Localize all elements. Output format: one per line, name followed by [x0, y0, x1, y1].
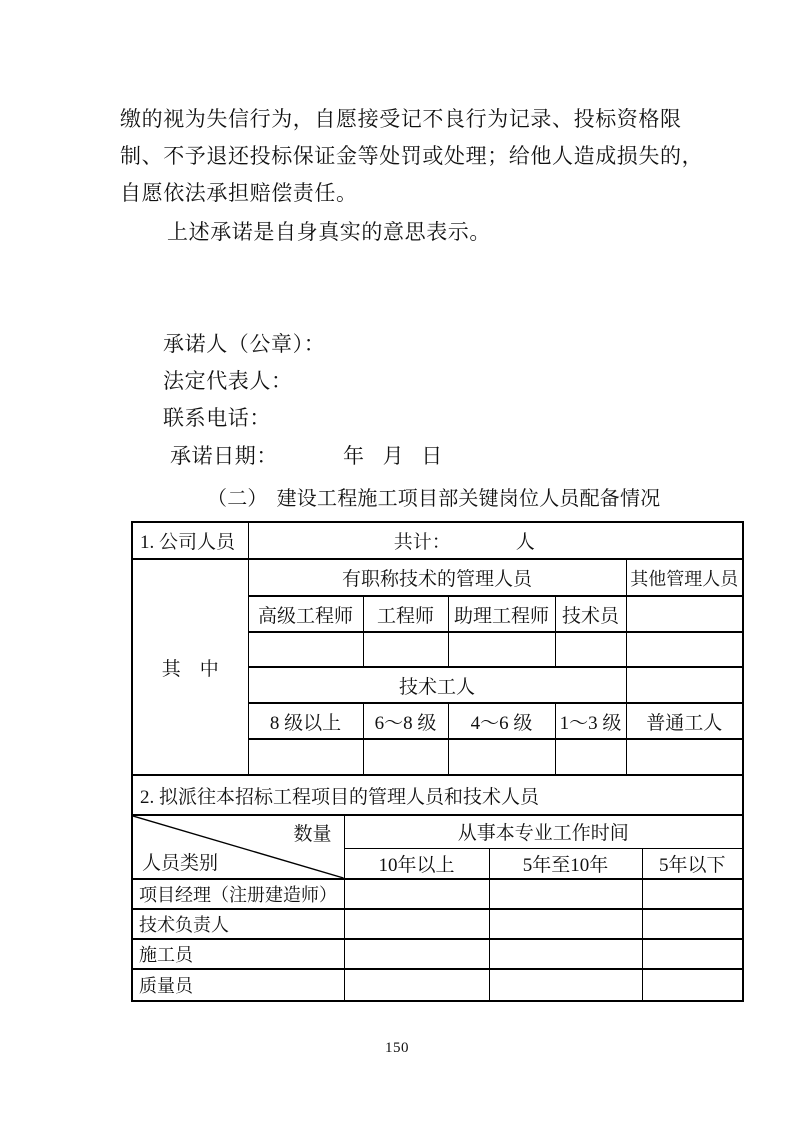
- section-title: 建设工程施工项目部关键岗位人员配备情况: [276, 488, 661, 510]
- year-label: 年: [343, 444, 365, 468]
- section-heading: [207, 482, 660, 511]
- legal-representative-line: 法定代表人：: [163, 369, 293, 393]
- personnel-category-label: 人员类别: [142, 853, 219, 874]
- paragraph-line: 自愿依法承担赔偿责任。: [120, 181, 358, 205]
- among-label: 其 中: [133, 559, 248, 775]
- phone-line: 联系电话：: [163, 406, 271, 430]
- empty-data-cell: [642, 879, 742, 909]
- empty-data-cell: [489, 879, 642, 909]
- empty-data-cell: [626, 739, 742, 775]
- exp-5to10-header: 5年至10年: [489, 848, 642, 879]
- staffing-table-frame: [131, 521, 744, 1002]
- row-label-technical-director: 技术负责人: [133, 909, 344, 939]
- experience-header: 从事本专业工作时间: [344, 816, 742, 848]
- section-number: （二）: [207, 488, 268, 510]
- empty-data-cell: [248, 739, 363, 775]
- staffing-table: [133, 523, 742, 816]
- engineer-header: 工程师: [363, 596, 448, 632]
- skilled-workers-header: 技术工人: [248, 667, 626, 703]
- quantity-label: 数量: [293, 824, 332, 845]
- exp-10plus-header: 10年以上: [344, 848, 489, 879]
- senior-engineer-header: 高级工程师: [248, 596, 363, 632]
- paragraph-line: 制、不予退还投标保证金等处罚或处理；给他人造成损失的，: [120, 144, 704, 168]
- section2-label: 2. 拟派往本招标工程项目的管理人员和技术人员: [133, 775, 742, 815]
- row-label-construction-worker: 施工员: [133, 939, 344, 969]
- worker-grade-6to8-header: 6～8 级: [363, 703, 448, 739]
- statement-line: 上述承诺是自身真实的意思表示。: [167, 220, 491, 244]
- worker-grade-8plus-header: 8 级以上: [248, 703, 363, 739]
- titled-managers-header: 有职称技术的管理人员: [248, 559, 626, 596]
- empty-data-cell: [555, 632, 626, 667]
- corner-cell: [133, 816, 344, 879]
- body-paragraph: [120, 101, 703, 212]
- empty-data-cell: [626, 667, 742, 703]
- day-label: 日: [421, 444, 443, 468]
- commitment-date-line: [170, 440, 443, 470]
- company-personnel-label: 1. 公司人员: [133, 523, 248, 559]
- empty-data-cell: [363, 632, 448, 667]
- worker-grade-1to3-header: 1～3 级: [555, 703, 626, 739]
- empty-data-cell: [555, 739, 626, 775]
- row-label-project-manager: 项目经理（注册建造师）: [133, 879, 344, 909]
- empty-data-cell: [344, 969, 489, 1000]
- empty-data-cell: [248, 632, 363, 667]
- empty-data-cell: [489, 939, 642, 969]
- page-number: 150: [385, 1040, 409, 1056]
- empty-data-cell: [489, 909, 642, 939]
- empty-data-cell: [448, 632, 555, 667]
- date-label: 承诺日期：: [170, 444, 278, 468]
- worker-grade-4to6-header: 4～6 级: [448, 703, 555, 739]
- total-unit: 人: [515, 532, 535, 553]
- empty-data-cell: [344, 939, 489, 969]
- other-managers-header: 其他管理人员: [626, 559, 742, 596]
- month-label: 月: [382, 444, 405, 468]
- empty-data-cell: [363, 739, 448, 775]
- empty-data-cell: [344, 909, 489, 939]
- empty-data-cell: [642, 909, 742, 939]
- empty-data-cell: [642, 969, 742, 1000]
- ordinary-workers-header: 普通工人: [626, 703, 742, 739]
- technician-header: 技术员: [555, 596, 626, 632]
- company-total-cell: [248, 523, 742, 559]
- promisor-line: 承诺人（公章）：: [163, 332, 326, 356]
- assistant-engineer-header: 助理工程师: [448, 596, 555, 632]
- empty-data-cell: [642, 939, 742, 969]
- total-label: 共计：: [393, 532, 451, 553]
- exp-under5-header: 5年以下: [642, 848, 742, 879]
- empty-data-cell: [626, 596, 742, 632]
- empty-data-cell: [626, 632, 742, 667]
- empty-data-cell: [448, 739, 555, 775]
- empty-data-cell: [489, 969, 642, 1000]
- paragraph-line: 缴的视为失信行为，自愿接受记不良行为记录、投标资格限: [120, 107, 682, 131]
- empty-data-cell: [344, 879, 489, 909]
- row-label-quality-inspector: 质量员: [133, 969, 344, 1000]
- dispatch-table: [133, 816, 742, 1000]
